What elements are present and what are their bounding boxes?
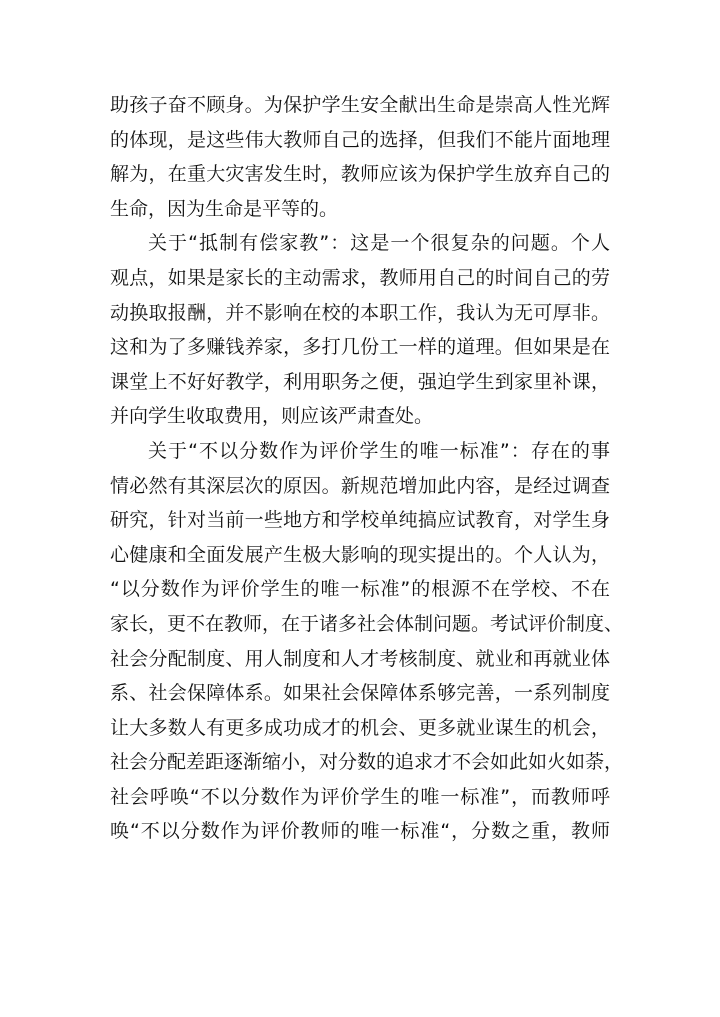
text-line: 并向学生收取费用，则应该严肃查处。 [110, 405, 434, 428]
text-line: 动换取报酬，并不影响在校的本职工作，我认为无可厚非。 [110, 301, 610, 324]
text-line: 心健康和全面发展产生极大影响的现实提出的。个人认为， [110, 543, 610, 566]
text-line: 的体现，是这些伟大教师自己的选择，但我们不能片面地理 [110, 128, 610, 151]
text-line: “以分数作为评价学生的唯一标准”的根源不在学校、不在 [110, 578, 610, 601]
text-line: 关于“抵制有偿家教”：这是一个很复杂的问题。个人 [148, 232, 610, 255]
body-text [110, 88, 624, 849]
text-line: 社会分配差距逐渐缩小，对分数的追求才不会如此如火如荼， [110, 751, 624, 774]
text-line: 课堂上不好好教学，利用职务之便，强迫学生到家里补课， [110, 370, 610, 393]
text-line: 观点，如果是家长的主动需求，教师用自己的时间自己的劳 [110, 266, 610, 289]
text-line: 研究，针对当前一些地方和学校单纯搞应试教育，对学生身 [110, 509, 610, 532]
text-line: 助孩子奋不顾身。为保护学生安全献出生命是崇高人性光辉 [110, 94, 610, 116]
text-line: 唤“不以分数作为评价教师的唯一标准“，分数之重，教师 [110, 820, 610, 843]
text-line: 家长，更不在教师，在于诸多社会体制问题。考试评价制度、 [110, 612, 624, 635]
text-line: 解为，在重大灾害发生时，教师应该为保护学生放弃自己的 [110, 163, 610, 186]
text-line: 情必然有其深层次的原因。新规范增加此内容，是经过调查 [110, 474, 610, 497]
text-line: 关于“不以分数作为评价学生的唯一标准”：存在的事 [148, 439, 610, 462]
text-line: 生命，因为生命是平等的。 [110, 197, 339, 220]
text-line: 这和为了多赚钱养家，多打几份工一样的道理。但如果是在 [110, 336, 610, 359]
text-line: 社会呼唤“不以分数作为评价学生的唯一标准”，而教师呼 [110, 785, 610, 808]
text-line: 社会分配制度、用人制度和人才考核制度、就业和再就业体 [110, 647, 610, 670]
text-line: 让大多数人有更多成功成才的机会、更多就业谋生的机会， [110, 716, 610, 739]
text-line: 系、社会保障体系。如果社会保障体系够完善，一系列制度 [110, 682, 610, 705]
